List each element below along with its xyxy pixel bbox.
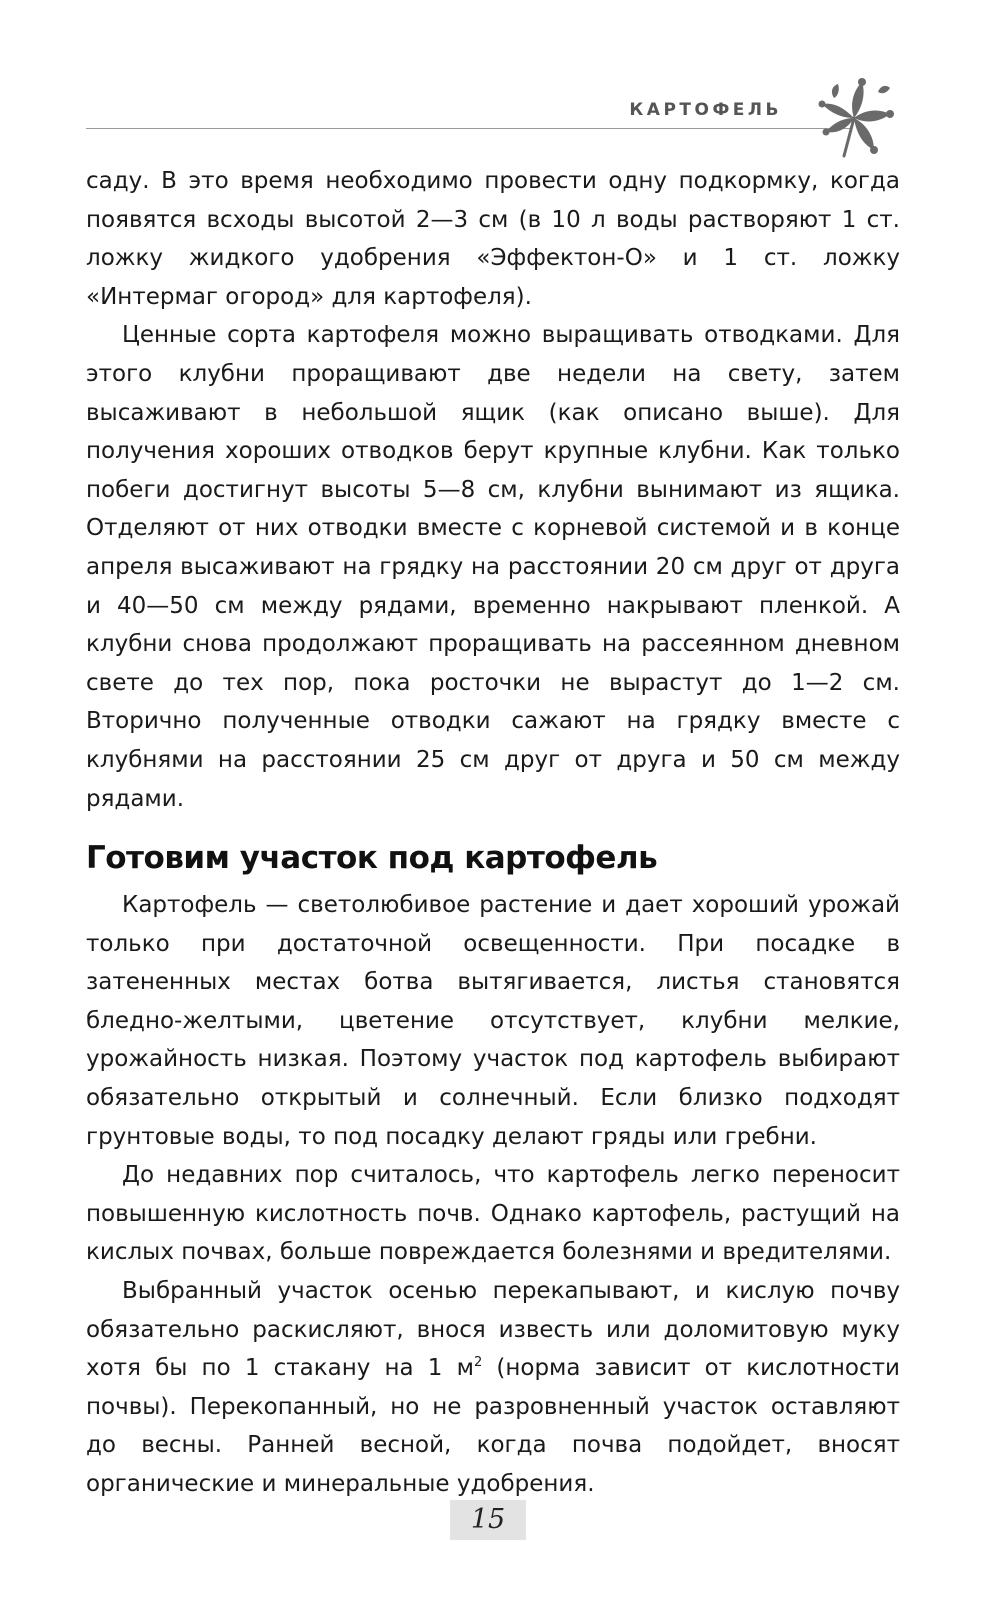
running-head-title: КАРТОФЕЛЬ <box>629 100 782 120</box>
paragraph-text: (норма зависит от кислотности почвы). Перекопанный, но не разровненный участок оставляют до весны. Ранней весной, когда почва подойдет, вносят органические и минеральные удобрения. <box>86 1355 900 1497</box>
running-head-rule <box>86 128 850 129</box>
paragraph-text: Выбранный участок осенью перекапывают, и кислую почву обязательно раскисляют, внося известь или доломитовую муку хотя бы по 1 стакану на 1 м <box>86 1278 900 1382</box>
page-number: 15 <box>450 1500 526 1540</box>
paragraph: Картофель — светолюбивое растение и дает хороший урожай только при достаточной освещенности. При посадке в затененных местах ботва вытягивается, листья становятся бледно-желтыми, цветение отсутствует, клубни мелкие, урожайность низкая. Поэтому участок под картофель выбирают обязательно открытый и солнечный. Если близко подходят грунтовые воды, то под посадку делают гряды или гребни. <box>86 892 900 1150</box>
paragraph: До недавних пор считалось, что картофель легко переносит повышенную кислотность почв. Однако картофель, растущий на кислых почвах, больше повреждается болезнями и вредителями. <box>86 1162 900 1266</box>
paragraph <box>86 1272 900 1504</box>
body-text <box>86 162 900 1504</box>
section-heading: Готовим участок под картофель <box>86 840 658 877</box>
paragraph: саду. В это время необходимо провести одну подкормку, когда появятся всходы высотой 2—3 см (в 10 л воды растворяют 1 ст. ложку жидкого удобрения «Эффектон-О» и 1 ст. ложку «Интермаг огород» для картофеля). <box>86 168 900 310</box>
running-head <box>86 84 900 144</box>
parsley-leaf-icon <box>804 68 900 164</box>
paragraph: Ценные сорта картофеля можно выращивать отводками. Для этого клубни проращивают две недели на свету, затем высаживают в небольшой ящик (как описано выше). Для получения хороших отводков берут крупные клубни. Как только побеги достигнут высоты 5—8 см, клубни вынимают из ящика. Отделяют от них отводки вместе с корневой системой и в конце апреля высаживают на грядку на расстоянии 20 см друг от друга и 40—50 см между рядами, временно накрывают пленкой. А клубни снова продолжают проращивать на рассеянном дневном свете до тех пор, пока росточки не вырастут до 1—2 см. Вторично полученные отводки сажают на грядку вместе с клубнями на расстоянии 25 см друг от друга и 50 см между рядами. <box>86 322 900 812</box>
superscript: 2 <box>473 1355 483 1371</box>
